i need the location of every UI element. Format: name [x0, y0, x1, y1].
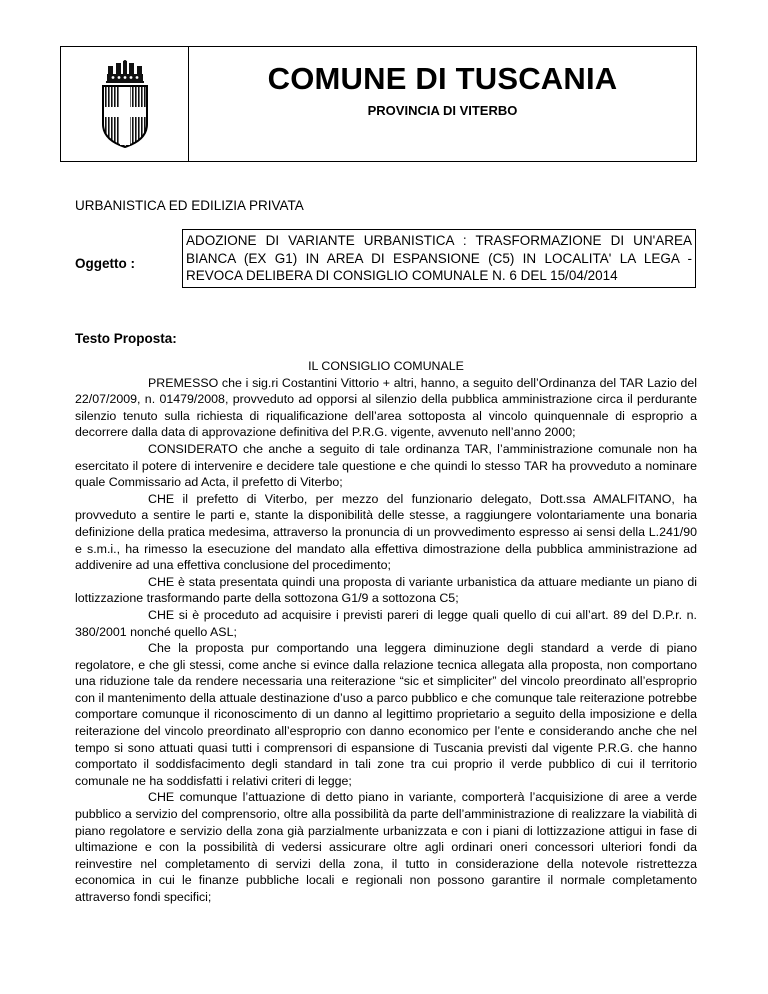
provincia-subtitle: PROVINCIA DI VITERBO — [367, 103, 518, 118]
paragraph: Che la proposta pur comportando una leggera diminuzione degli standard a verde di piano regolatore, e che gli stessi, come anche si evince dalla relazione tecnica allegata alla proposta, non comportano una riduzione tale da rendere necessaria una reiterazione “sic et simpliciter” del vincolo preordinato all’esproprio con il mantenimento della attuale destinazione d’uso a parco pubblico e che comunque tale reiterazione potrebbe comportare comunque il riconoscimento di un danno al legittimo proprietario a seguito della imposizione e della reiterazione del vincolo preordinato all’esproprio con danno economico per l’ente e considerando anche che nel tempo si sono attuati quasi tutti i comprensori di espansione di Tuscania previsti dal vigente P.R.G. che hanno comportato il soddisfacimento degli standard in tali zone tra cui proprio il verde pubblico di cui il territorio comunale ne ha soddisfatti i relativi criteri di legge; — [75, 641, 697, 788]
crest-cell — [61, 47, 189, 161]
title-cell — [189, 47, 696, 161]
paragraph: CHE comunque l’attuazione di detto piano in variante, comporterà l’acquisizione di aree a verde pubblico a servizio del comprensorio, oltre alla possibilità da parte dell’amministrazione di realizzare la viabilità di piano regolatore e servizio della zona già parzialmente urbanizzata e con i piani di lottizzazione attigui in fase di ultimazione e con la possibilità di vedersi assicurare oltre agli ordinari oneri concessori ulteriori fondi da reinvestire nel completamento di servizi della zona, il tutto in considerazione della notevole ristrettezza economica in cui le finanze pubbliche locali e regionali non possono garantire il normale completamento attraverso fondi specifici; — [75, 790, 697, 904]
paragraph: CHE il prefetto di Viterbo, per mezzo del funzionario delegato, Dott.ssa AMALFITANO, ha provveduto a sentire le parti e, stante la disponibilità delle stesse, a raggiungere volontariamente una bonaria definizione della pratica medesima, attraverso la pronuncia di un provvedimento espresso ai sensi della L.241/90 e s.m.i., ha rimesso la esecuzione del mandato alla effettiva dimostrazione della pubblica amministrazione ad addivenire ad una effettiva conclusione del procedimento; — [75, 491, 697, 573]
section-title: URBANISTICA ED EDILIZIA PRIVATA — [75, 198, 304, 213]
testo-proposta-label: Testo Proposta: — [75, 331, 177, 346]
oggetto-label: Oggetto : — [75, 256, 135, 271]
oggetto-text: ADOZIONE DI VARIANTE URBANISTICA : TRASFORMAZIONE DI UN'AREA BIANCA (EX G1) IN AREA DI ESPANSIONE (C5) IN LOCALITA' LA LEGA - REVOCA DELIBERA DI CONSIGLIO COMUNALE N. 6 DEL 15/04/2014 — [182, 229, 696, 288]
paragraph: PREMESSO che i sig.ri Costantini Vittorio + altri, hanno, a seguito dell’Ordinanza del TAR Lazio del 22/07/2009, n. 01479/2008, provveduto ad opporsi al silenzio della pubblica amministrazione circa il perdurante silenzio tenuto sulla richiesta di riqualificazione dell’area sottoposta al vincolo quinquennale di esproprio a decorrere dalla data di approvazione definitiva del P.R.G. vigente, avvenuto nell’anno 2000; — [75, 375, 697, 440]
paragraph: CONSIDERATO che anche a seguito di tale ordinanza TAR, l’amministrazione comunale non ha esercitato il potere di intervenire e decidere tale questione e che quindi lo stesso TAR ha provveduto a nominare quale Commissario ad Acta, il prefetto di Viterbo; — [75, 441, 697, 490]
paragraph: CHE è stata presentata quindi una proposta di variante urbanistica da attuare mediante un piano di lottizzazione trasformando parte della sottozona G1/9 a sottozona C5; — [75, 574, 697, 606]
consiglio-heading: IL CONSIGLIO COMUNALE — [308, 359, 464, 373]
document-header — [60, 46, 697, 162]
paragraph: CHE si è proceduto ad acquisire i previsti pareri di legge quali quello di cui all’art. 89 del D.P.r. n. 380/2001 nonché quello ASL; — [75, 607, 697, 639]
coat-of-arms-icon — [99, 60, 151, 148]
proposal-body — [75, 358, 697, 906]
comune-title: COMUNE DI TUSCANIA — [267, 61, 618, 96]
